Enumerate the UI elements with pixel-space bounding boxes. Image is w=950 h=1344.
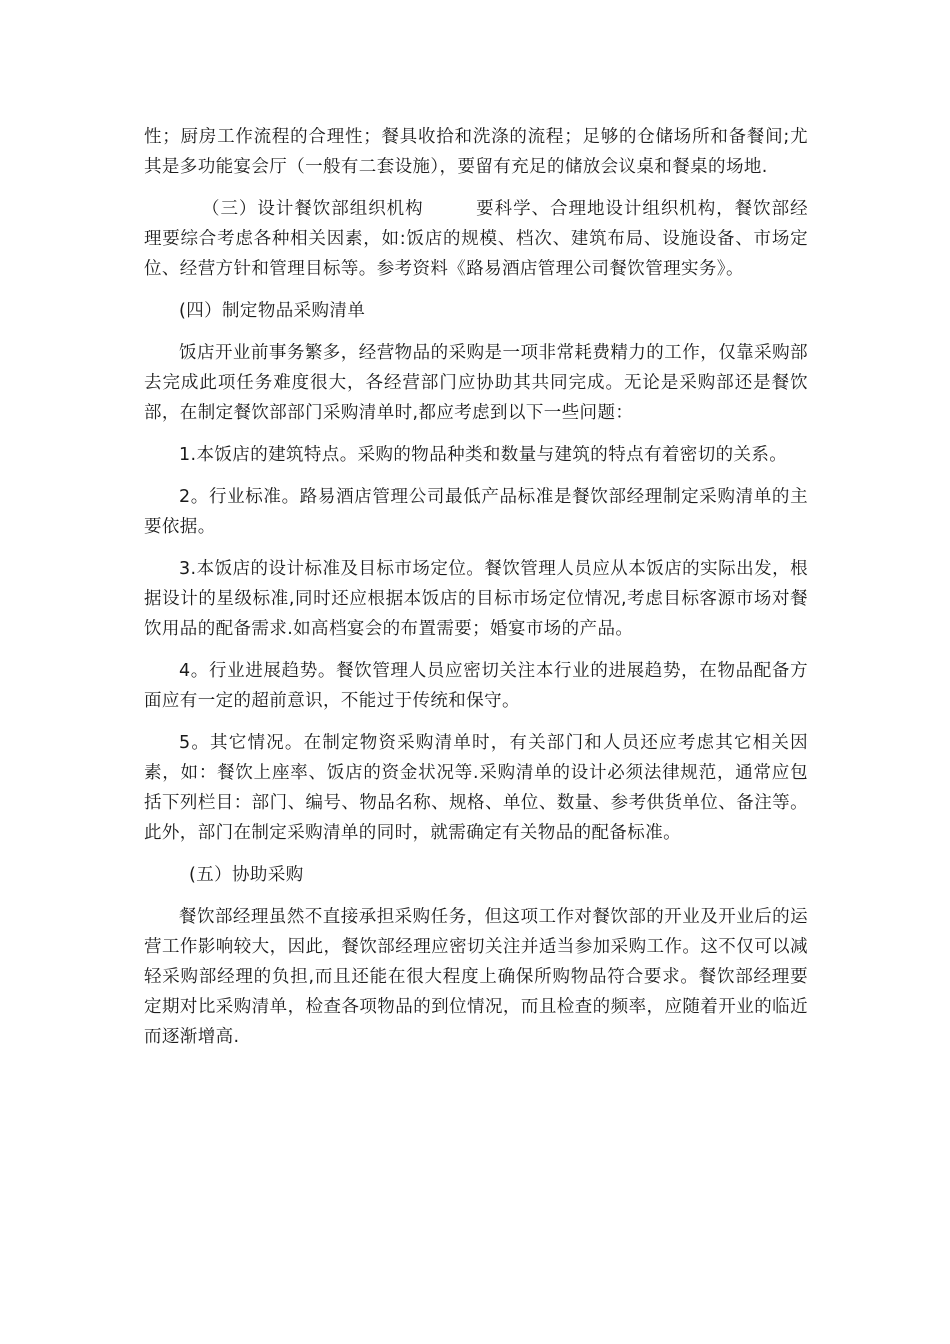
paragraph-section-5-body: 餐饮部经理虽然不直接承担采购任务，但这项工作对餐饮部的开业及开业后的运营工作影响较大，因此，餐饮部经理应密切关注并适当参加采购工作。这不仅可以减轻采购部经理的负担,而且还能在很大程度上确保所购物品符合要求。餐饮部经理要定期对比采购清单，检查各项物品的到位情况，而且检查的频率，应随着开业的临近而逐渐增高.	[144, 907, 808, 1047]
list-item-1: 1.本饭店的建筑特点。采购的物品种类和数量与建筑的特点有着密切的关系。	[179, 445, 788, 465]
section-3-text: 要科学、合理地设计组织机构，餐饮部经理要综合考虑各种相关因素，如:饭店的规模、档次、建筑布局、设施设备、市场定位、经营方针和管理目标等。参考资料《路易酒店管理公司餐饮管理实务》。	[144, 199, 808, 279]
paragraph-section-3	[144, 194, 808, 284]
section-5-heading: (五）协助采购	[189, 865, 304, 885]
section-3-heading: （三）设计餐饮部组织机构	[202, 199, 424, 219]
list-item-2: 2。行业标准。路易酒店管理公司最低产品标准是餐饮部经理制定采购清单的主要依据。	[144, 487, 808, 537]
paragraph-section-4-intro: 饭店开业前事务繁多，经营物品的采购是一项非常耗费精力的工作，仅靠采购部去完成此项任务难度很大，各经营部门应协助其共同完成。无论是采购部还是餐饮部，在制定餐饮部部门采购清单时,都应考虑到以下一些问题：	[144, 343, 808, 423]
list-item-3: 3.本饭店的设计标准及目标市场定位。餐饮管理人员应从本饭店的实际出发，根据设计的星级标准,同时还应根据本饭店的目标市场定位情况,考虑目标客源市场对餐饮用品的配备需求.如高档宴会的布置需要；婚宴市场的产品。	[144, 559, 808, 639]
section-4-heading: (四）制定物品采购清单	[179, 301, 366, 321]
document-body	[144, 122, 808, 1064]
list-item-4: 4。行业进展趋势。餐饮管理人员应密切关注本行业的进展趋势，在物品配备方面应有一定的超前意识，不能过于传统和保守。	[144, 661, 808, 711]
list-item-5: 5。其它情况。在制定物资采购清单时，有关部门和人员还应考虑其它相关因素，如：餐饮上座率、饭店的资金状况等.采购清单的设计必须法律规范，通常应包括下列栏目：部门、编号、物品名称、规格、单位、数量、参考供货单位、备注等。此外，部门在制定采购清单的同时，就需确定有关物品的配备标准。	[144, 733, 808, 843]
paragraph-continuation: 性；厨房工作流程的合理性；餐具收拾和洗涤的流程；足够的仓储场所和备餐间;尤其是多功能宴会厅（一般有二套设施），要留有充足的储放会议桌和餐桌的场地.	[144, 127, 808, 177]
